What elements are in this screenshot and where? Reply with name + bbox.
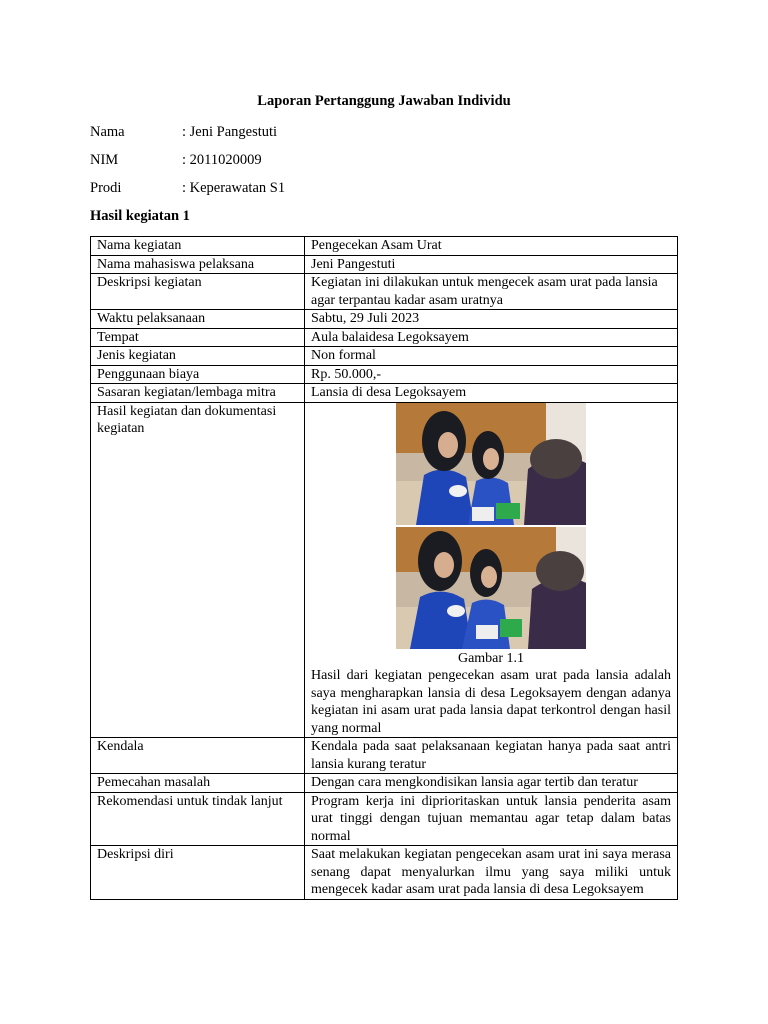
row-value-hasil [305, 402, 678, 738]
table-row [91, 237, 678, 256]
documentation-photos [396, 403, 586, 649]
info-row-nim [90, 152, 262, 169]
row-label: Nama mahasiswa pelaksana [91, 255, 305, 274]
info-row-prodi [90, 180, 285, 197]
row-value: Pengecekan Asam Urat [305, 237, 678, 256]
info-label: Nama [90, 124, 125, 140]
row-value: Sabtu, 29 Juli 2023 [305, 310, 678, 329]
row-label: Rekomendasi untuk tindak lanjut [91, 792, 305, 846]
row-value: Jeni Pangestuti [305, 255, 678, 274]
row-label: Deskripsi diri [91, 846, 305, 900]
info-value: : Jeni Pangestuti [182, 124, 278, 140]
table-row [91, 792, 678, 846]
row-value: Non formal [305, 347, 678, 366]
documentation-photo-1 [396, 403, 586, 525]
info-value: : 2011020009 [182, 152, 262, 168]
info-label: Prodi [90, 180, 122, 196]
table-row [91, 274, 678, 310]
row-label: Tempat [91, 328, 305, 347]
row-value: Dengan cara mengkondisikan lansia agar tertib dan teratur [305, 774, 678, 793]
info-value: : Keperawatan S1 [182, 180, 286, 196]
table-row [91, 774, 678, 793]
row-value: Saat melakukan kegiatan pengecekan asam urat ini saya merasa senang dapat menyalurkan ilmu yang saya miliki untuk mengecek kadar asam urat pada lansia di desa Legoksayem [305, 846, 678, 900]
table-row [91, 384, 678, 403]
row-label: Sasaran kegiatan/lembaga mitra [91, 384, 305, 403]
row-value: Lansia di desa Legoksayem [305, 384, 678, 403]
figure-caption: Gambar 1.1 [457, 650, 525, 666]
info-row-nama [90, 124, 277, 141]
row-label: Kendala [91, 738, 305, 774]
info-label: NIM [90, 152, 119, 168]
row-label: Nama kegiatan [91, 237, 305, 256]
table-row [91, 328, 678, 347]
report-table [90, 236, 678, 900]
row-value: Kendala pada saat pelaksanaan kegiatan hanya pada saat antri lansia kurang teratur [305, 738, 678, 774]
row-label: Jenis kegiatan [91, 347, 305, 366]
page-title: Laporan Pertanggung Jawaban Individu [257, 93, 511, 109]
row-label: Penggunaan biaya [91, 365, 305, 384]
row-value: Kegiatan ini dilakukan untuk mengecek asam urat pada lansia agar terpantau kadar asam uratnya [305, 274, 678, 310]
row-label: Waktu pelaksanaan [91, 310, 305, 329]
table-row [91, 347, 678, 366]
table-row [91, 310, 678, 329]
documentation-photo-2 [396, 527, 586, 649]
row-label: Hasil kegiatan dan dokumentasi kegiatan [91, 402, 305, 738]
row-label: Deskripsi kegiatan [91, 274, 305, 310]
row-value: Rp. 50.000,- [305, 365, 678, 384]
row-value: Program kerja ini diprioritaskan untuk lansia penderita asam urat tinggi dengan tujuan memantau agar tetap dalam batas normal [305, 792, 678, 846]
table-row [91, 738, 678, 774]
row-label: Pemecahan masalah [91, 774, 305, 793]
row-value: Aula balaidesa Legoksayem [305, 328, 678, 347]
table-row-hasil [91, 402, 678, 738]
table-row [91, 255, 678, 274]
hasil-description: Hasil dari kegiatan pengecekan asam urat pada lansia adalah saya mengharapkan lansia di desa Legoksayem dengan adanya kegiatan ini asam urat pada lansia dapat terkontrol dengan hasil yang normal [311, 668, 671, 736]
table-row [91, 846, 678, 900]
section-heading: Hasil kegiatan 1 [90, 208, 190, 224]
table-row [91, 365, 678, 384]
